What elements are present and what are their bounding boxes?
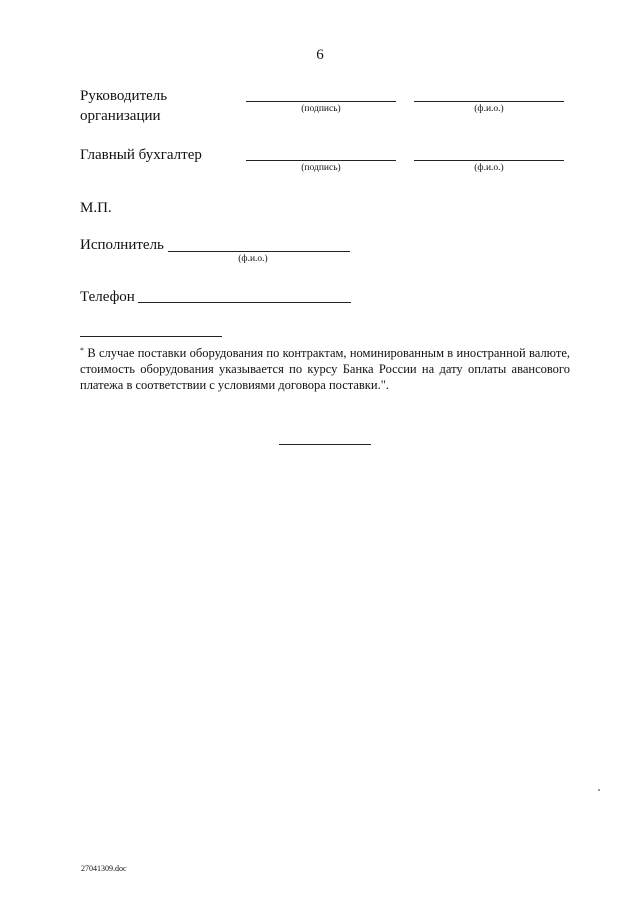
accountant-name-line <box>414 160 564 161</box>
executor-label: Исполнитель <box>80 237 164 253</box>
head-signature-caption: (подпись) <box>301 104 341 114</box>
footnote-marker: * <box>80 346 84 355</box>
footnote-separator <box>80 336 222 337</box>
head-name-caption: (ф.и.о.) <box>474 104 504 114</box>
page-number: 6 <box>316 47 324 63</box>
chief-accountant-label: Главный бухгалтер <box>80 147 202 163</box>
footnote-text: В случае поставки оборудования по контрактам, номинированным в иностранной валюте, стоимость оборудования указывается по курсу Банка России на дату оплаты авансового платежа в соответствии с условиями договора поставки.". <box>80 346 570 392</box>
document-id: 27041309.doc <box>81 864 127 873</box>
accountant-signature-caption: (подпись) <box>301 163 341 173</box>
phone-label: Телефон <box>80 289 135 305</box>
end-of-document-line <box>279 444 371 445</box>
executor-name-caption: (ф.и.о.) <box>238 254 268 264</box>
scan-speck <box>598 789 600 791</box>
stamp-label: М.П. <box>80 200 112 216</box>
executor-name-line <box>168 251 350 252</box>
head-signature-line <box>246 101 396 102</box>
head-name-line <box>414 101 564 102</box>
phone-line <box>138 302 351 303</box>
head-of-organization-label: Руководитель организации <box>80 88 168 124</box>
footnote <box>80 345 570 393</box>
accountant-signature-line <box>246 160 396 161</box>
accountant-name-caption: (ф.и.о.) <box>474 163 504 173</box>
